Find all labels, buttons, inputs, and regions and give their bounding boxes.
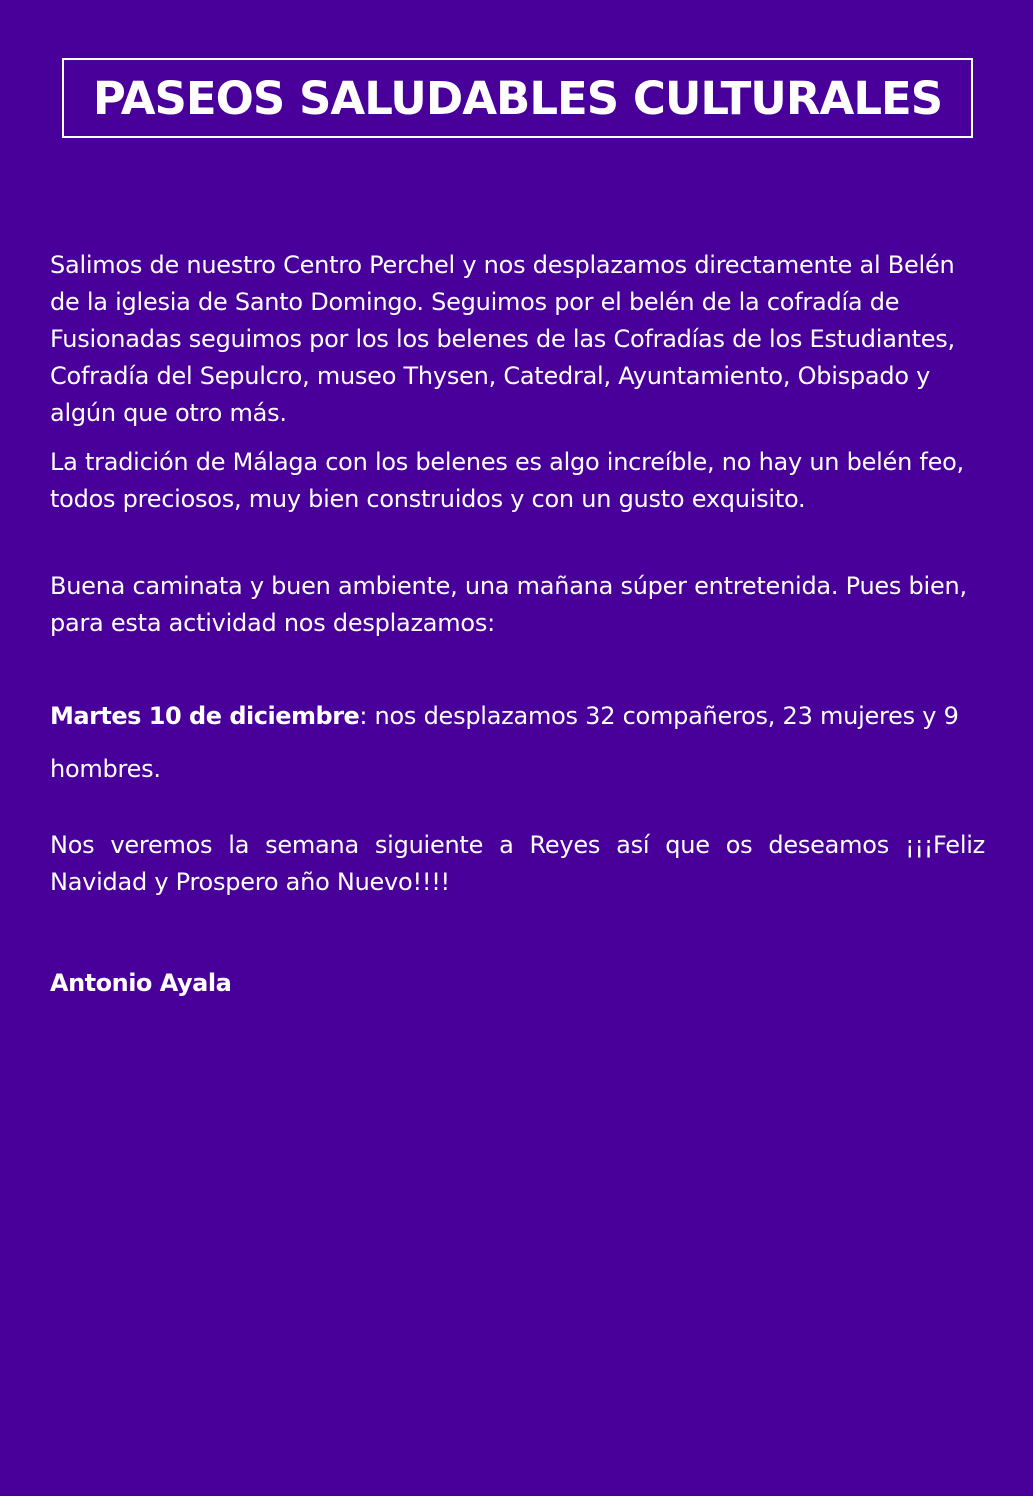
- attendance-text: nos desplazamos 32 compañeros, 23 mujeres y 9 hombres.: [50, 702, 959, 783]
- paragraph-farewell: Nos veremos la semana siguiente a Reyes así que os deseamos ¡¡¡Feliz Navidad y Prospero año Nuevo!!!!: [50, 831, 985, 896]
- attendance-separator: :: [359, 702, 368, 730]
- page-title: PASEOS SALUDABLES CULTURALES: [92, 71, 943, 125]
- paragraph-route: Salimos de nuestro Centro Perchel y nos desplazamos directamente al Belén de la iglesia de Santo Domingo. Seguimos por el belén de la cofradía de Fusionadas seguimos por los los belenes de las Cofradías de los Estudiantes, Cofradía del Sepulcro, museo Thysen, Catedral, Ayuntamiento, Obispado y algún que otro más.: [50, 251, 955, 427]
- attendance-paragraph: [50, 690, 985, 796]
- paragraph-tradition: La tradición de Málaga con los belenes es algo increíble, no hay un belén feo, todos preciosos, muy bien construidos y con un gusto exquisito.: [50, 448, 964, 513]
- paragraph-summary: Buena caminata y buen ambiente, una mañana súper entretenida. Pues bien, para esta actividad nos desplazamos:: [50, 572, 967, 637]
- title-box: [62, 58, 973, 138]
- signature: Antonio Ayala: [50, 969, 232, 997]
- attendance-date: Martes 10 de diciembre: [50, 702, 360, 730]
